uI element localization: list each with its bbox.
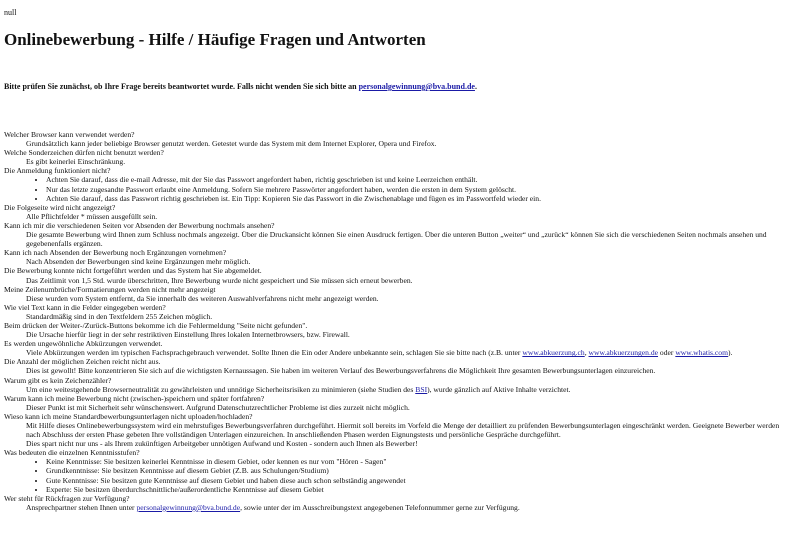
separator: oder: [658, 348, 676, 358]
question: Die Bewerbung konnte nicht fortgeführt werden und das System hat Sie abgemeldet.: [4, 266, 262, 276]
whatis-link[interactable]: www.whatis.com: [675, 348, 728, 358]
question: Kann ich nach Absenden der Bewerbung noch Ergänzungen vornehmen?: [4, 248, 227, 258]
answer-text: Um eine weitestgehende Browserneutralität zu gewährleisten und unnötige Sicherheitsrisiken zu minimieren (siehe Studien des: [26, 384, 416, 394]
answer-text: , sowie unter der im Ausschreibungstext angegebenen Telefonnummer gerne zur Verfügung.: [240, 502, 520, 512]
question: Die Folgeseite wird nicht angezeigt?: [4, 202, 116, 212]
separator: ,: [584, 348, 589, 358]
list-item: • Gute Kenntnisse: Sie besitzen gute Kenntnisse auf diesem Gebiet und haben diese auch schon selbständig angewendet: [46, 476, 794, 485]
question: Welche Sonderzeichen dürfen nicht benutzt werden?: [4, 148, 164, 158]
question: Meine Zeilenumbrüche/Formatierungen werden nicht mehr angezeigt: [4, 284, 216, 294]
list-item: • Nur das letzte zugesandte Passwort erlaubt eine Anmeldung. Sofern Sie mehrere Passwörter angefordert haben, werden die ersten in dem System gelöscht.: [46, 185, 794, 194]
answer: Standardmäßig sind in den Textfeldern 255 Zeichen möglich.: [26, 311, 213, 321]
answer: Nach Absenden der Bewerbungen sind keine Ergänzungen mehr möglich.: [26, 257, 251, 267]
list-item: • Keine Kenntnisse: Sie besitzen keinerlei Kenntnisse in diesem Gebiet, oder kennen es nur vom "Hören - Sagen": [46, 457, 794, 466]
abkuerzungen-de-link[interactable]: www.abkuerzungen.de: [588, 348, 659, 358]
intro-text: [4, 82, 477, 92]
list-item: • Grundkenntnisse: Sie besitzen Kenntnisse auf diesem Gebiet (Z.B. aus Schulungen/Studium): [46, 466, 794, 475]
question: Warum gibt es kein Zeichenzähler?: [4, 375, 112, 385]
faq-list: [4, 130, 794, 512]
question: Wieso kann ich meine Standardbewerbungsunterlagen nicht uploaden/hochladen?: [4, 411, 253, 421]
question: Warum kann ich meine Bewerbung nicht (zwischen-)speichern und später fortfahren?: [4, 393, 265, 403]
bsi-link[interactable]: BSI: [415, 384, 428, 394]
question: Kann ich mir die verschiedenen Seiten vor Absenden der Bewerbung nochmals ansehen?: [4, 220, 275, 230]
answer: Das Zeitlimit von 1,5 Std. wurde überschritten, Ihre Bewerbung wurde nicht gespeichert und Sie müssen sich erneut bewerben.: [26, 275, 413, 285]
list-item: • Achten Sie darauf, dass das Passwort richtig geschrieben ist. Ein Tipp: Kopieren Sie das Passwort in die Zwischenablage und fügen es im Passwortfeld wieder ein.: [46, 194, 794, 203]
intro-lead: Bitte prüfen Sie zunächst, ob Ihre Frage bereits beantwortet wurde. Falls nicht wenden Sie sich bitte an: [4, 82, 359, 91]
answer: Alle Pflichtfelder * müssen ausgefüllt sein.: [26, 211, 158, 221]
answer-text: ).: [727, 348, 733, 358]
list-item: • Achten Sie darauf, dass die e-mail Adresse, mit der Sie das Passwort angefordert haben, richtig geschrieben ist und keine Leerzeichen enthält.: [46, 175, 794, 184]
answer: Die Ursache hierfür liegt in der sehr restriktiven Einstellung Ihres lokalen Internetbrowsers, bzw. Firewall.: [26, 330, 350, 340]
question: Die Anzahl der möglichen Zeichen reicht nicht aus.: [4, 357, 161, 367]
answer: Mit Hilfe dieses Onlinebewerbungssystem wird ein mehrstufiges Bewerbungsverfahren durchgeführt. Hiermit soll bereits im Vorfeld die Menge der detailliert zu prüfenden Bewerbungsunterlagen eingeschränkt werden. Geeignete Bewerber werden nach Abschluss der ersten Phase gebeten Ihre vollständigen Unterlagen einzureichen. In anschließenden Phasen werden Eignungstests und persönliche Gespräche durchgeführt.: [26, 421, 780, 440]
answer: [4, 348, 794, 357]
page-title: Onlinebewerbung - Hilfe / Häufige Fragen und Antworten: [4, 30, 426, 49]
abkuerzung-ch-link[interactable]: www.abkuerzung.ch: [522, 348, 585, 358]
answer: Dieser Punkt ist mit Sicherheit sehr wünschenswert. Aufgrund Datenschutzrechtlicher Probleme ist dies zurzeit nicht möglich.: [26, 402, 410, 412]
answer: Dies ist gewollt! Bitte konzentrieren Sie sich auf die wichtigsten Kernaussagen. Sie haben im weiteren Verlauf des Bewerbungsverfahrens die Möglichkeit Ihre gesamten Bewerbungsunterlagen einzureichen.: [26, 366, 656, 376]
question: Was bedeuten die einzelnen Kenntnisstufen?: [4, 448, 140, 458]
answer: Die gesamte Bewerbung wird Ihnen zum Schluss nochmals angezeigt. Über die Druckansicht können Sie einen Ausdruck fertigen. Über die unteren Button „weiter“ und „zurück“ können Sie sich die verschiedenen Seiten nochmals ansehen und gegebenenfalls ergänzen.: [26, 230, 767, 249]
answer: Es gibt keinerlei Einschränkung.: [26, 157, 126, 167]
answer: [4, 385, 794, 394]
question: Beim drücken der Weiter-/Zurück-Buttons bekomme ich die Fehlermeldung "Seite nicht gefunden".: [4, 320, 308, 330]
answer-bullet-list: [4, 175, 794, 202]
answer-bullet-list: [4, 457, 794, 493]
answer: Diese wurden vom System entfernt, da Sie innerhalb des weiteren Auswahlverfahrens nicht mehr angezeigt werden.: [26, 293, 379, 303]
question: Es werden ungewöhnliche Abkürzungen verwendet.: [4, 339, 163, 349]
question: Wie viel Text kann in die Felder eingegeben werden?: [4, 302, 166, 312]
contact-email-link[interactable]: personalgewinnung@bva.bund.de: [358, 82, 475, 91]
answer-text: Viele Abkürzungen werden im typischen Fachsprachgebrauch verwendet. Sollte Ihnen die Ein oder Andere unbekannte sein, schlagen Sie sie bitte nach (z.B. unter: [26, 348, 523, 358]
question: Wer steht für Rückfragen zur Verfügung?: [4, 493, 130, 503]
question: Die Anmeldung funktioniert nicht?: [4, 166, 111, 176]
question: Welcher Browser kann verwendet werden?: [4, 130, 135, 139]
intro-suffix: .: [474, 82, 477, 91]
answer: Dies spart nicht nur uns - als Ihrem zukünftigen Arbeitgeber unnötigen Aufwand und Kosten - sondern auch Ihnen als Bewerber!: [26, 439, 418, 449]
contact-email-link[interactable]: personalgewinnung@bva.bund.de: [136, 502, 241, 512]
answer-text: ), wurde gänzlich auf Aktive Inhalte verzichtet.: [427, 384, 571, 394]
answer: [4, 503, 794, 512]
answer-text: Ansprechpartner stehen Ihnen unter: [26, 502, 137, 512]
list-item: • Experte: Sie besitzen überdurchschnittliche/außerordentliche Kenntnisse auf diesem Gebiet: [46, 485, 794, 494]
null-label: null: [4, 8, 17, 17]
answer: Grundsätzlich kann jeder beliebige Browser genutzt werden. Getestet wurde das System mit dem Internet Explorer, Opera und Firefox.: [26, 139, 437, 149]
